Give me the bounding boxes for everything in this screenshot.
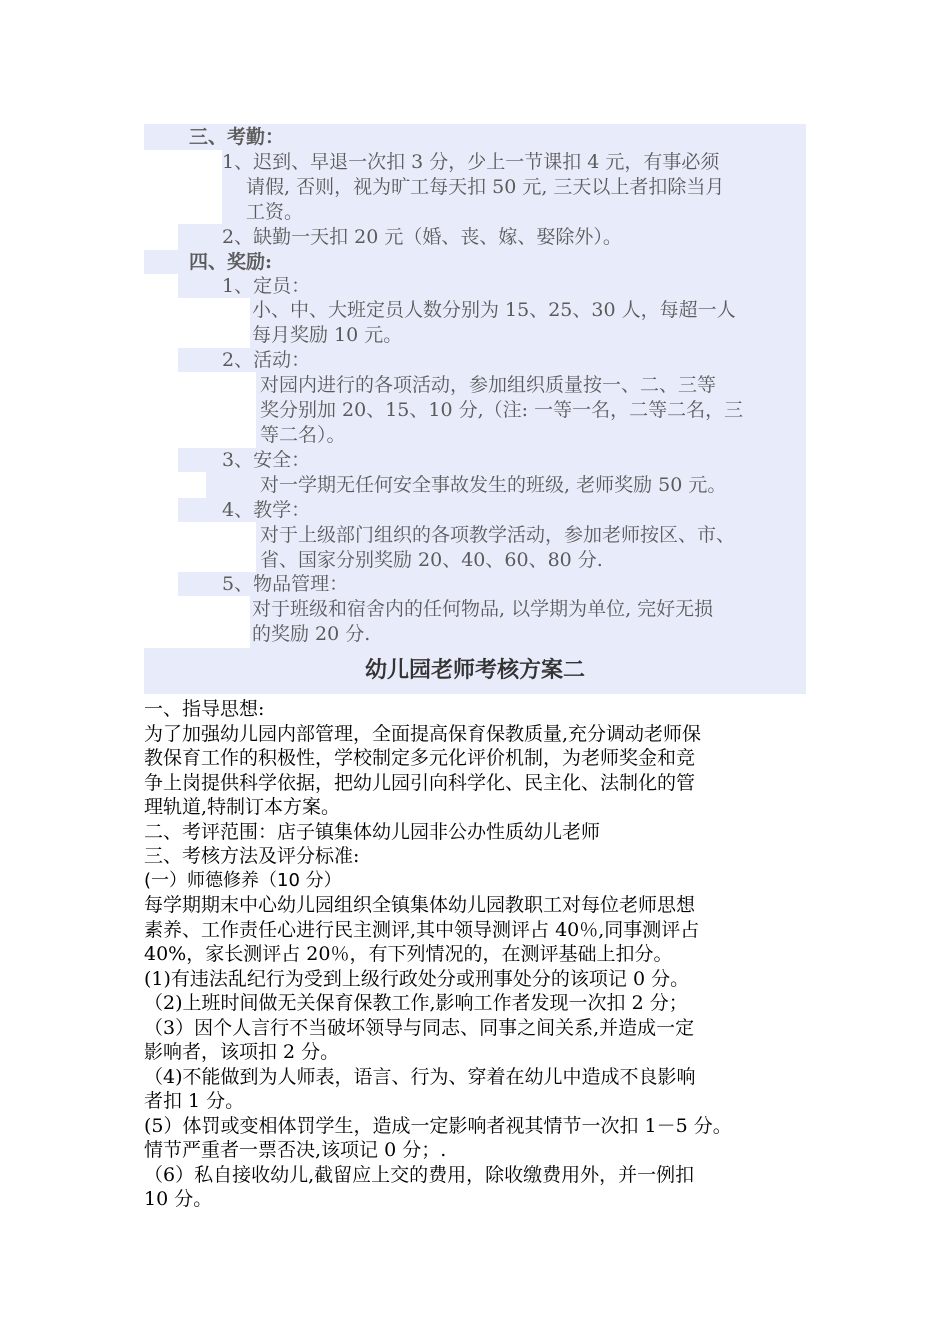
plan-2-line: （3）因个人言行不当破坏领导与同志、同事之间关系,并造成一定: [144, 1016, 695, 1039]
plan-2-line: 理轨道,特制订本方案。: [144, 796, 341, 818]
plan-2-line: (一）师德修养（10 分）: [144, 869, 342, 891]
plan-2-title: 幼儿园老师考核方案二: [144, 648, 806, 694]
plan-2-line: 10 分。: [144, 1188, 213, 1210]
reward-1-label: 1、定员：: [222, 275, 311, 297]
plan-2-line: 三、考核方法及评分标准:: [144, 845, 360, 867]
attendance-item-1-line-2: 请假, 否则，视为旷工每天扣 50 元, 三天以上者扣除当月: [246, 176, 725, 198]
plan-2-line: 争上岗提供科学依据，把幼儿园引向科学化、民主化、法制化的管: [144, 771, 696, 794]
plan-2-line: （2)上班时间做无关保育保教工作,影响工作者发现一次扣 2 分；: [144, 992, 688, 1014]
plan-2-line: 为了加强幼儿园内部管理，全面提高保育保教质量,充分调动老师保: [144, 722, 702, 745]
plan-2-line: 一、指导思想:: [144, 698, 265, 720]
plan-2-line: 每学期期末中心幼儿园组织全镇集体幼儿园教职工对每位老师思想: [144, 894, 696, 916]
reward-5-line-1: 对于班级和宿舍内的任何物品, 以学期为单位, 完好无损: [252, 598, 714, 620]
reward-1-line-2: 每月奖励 10 元。: [252, 324, 403, 346]
plan-2-line: 教保育工作的积极性，学校制定多元化评价机制，为老师奖金和竞: [144, 747, 696, 769]
plan-2-line: （6）私自接收幼儿,截留应上交的费用，除收缴费用外，并一例扣: [144, 1163, 695, 1186]
reward-4-label: 4、教学：: [222, 499, 311, 521]
plan-2-line: (1)有违法乱纪行为受到上级行政处分或刑事处分的该项记 0 分。: [144, 967, 690, 990]
plan-2-line: 影响者，该项扣 2 分。: [144, 1041, 340, 1063]
reward-2-line-3: 等二名）。: [260, 424, 346, 446]
reward-3-label: 3、安全：: [222, 449, 311, 471]
reward-4-line-1: 对于上级部门组织的各项教学活动，参加老师按区、市、: [260, 524, 736, 546]
plan-2-line: 者扣 1 分。: [144, 1090, 245, 1112]
plan-2-line: 情节严重者一票否决,该项记 0 分；.: [144, 1139, 447, 1161]
plan-2-line: 40%，家长测评占 20％，有下列情况的，在测评基础上扣分。: [144, 943, 673, 965]
section-4-heading: 四、奖励:: [189, 251, 273, 273]
reward-3-line-1: 对一学期无任何安全事故发生的班级, 老师奖励 50 元。: [260, 474, 727, 496]
plan-2-body: [144, 697, 809, 1212]
section-3-heading: 三、考勤：: [189, 126, 285, 148]
plan-2-line: 素养、工作责任心进行民主测评,其中领导测评占 40％,同事测评占: [144, 918, 700, 941]
attendance-item-1-line-3: 工资。: [246, 201, 304, 223]
reward-5-label: 5、物品管理：: [222, 573, 349, 595]
plan-2-line: (5）体罚或变相体罚学生，造成一定影响者视其情节一次扣 1－5 分。: [144, 1114, 732, 1137]
plan-2-line: （4)不能做到为人师表，语言、行为、穿着在幼儿中造成不良影响: [144, 1065, 696, 1088]
attendance-item-1-line-1: 1、迟到、早退一次扣 3 分，少上一节课扣 4 元，有事必须: [222, 151, 720, 173]
reward-1-line-1: 小、中、大班定员人数分别为 15、25、30 人，每超一人: [252, 299, 736, 321]
reward-5-line-2: 的奖励 20 分.: [252, 623, 371, 645]
attendance-item-2: 2、缺勤一天扣 20 元（婚、丧、嫁、娶除外）。: [222, 226, 622, 248]
reward-2-line-1: 对园内进行的各项活动，参加组织质量按一、二、三等: [260, 374, 717, 396]
reward-4-line-2: 省、国家分别奖励 20、40、60、80 分.: [260, 549, 603, 571]
reward-2-label: 2、活动：: [222, 349, 311, 371]
plan-2-line: 二、考评范围：店子镇集体幼儿园非公办性质幼儿老师: [144, 820, 601, 843]
reward-2-line-2: 奖分别加 20、15、10 分,（注: 一等一名，二等二名，三: [260, 399, 744, 421]
